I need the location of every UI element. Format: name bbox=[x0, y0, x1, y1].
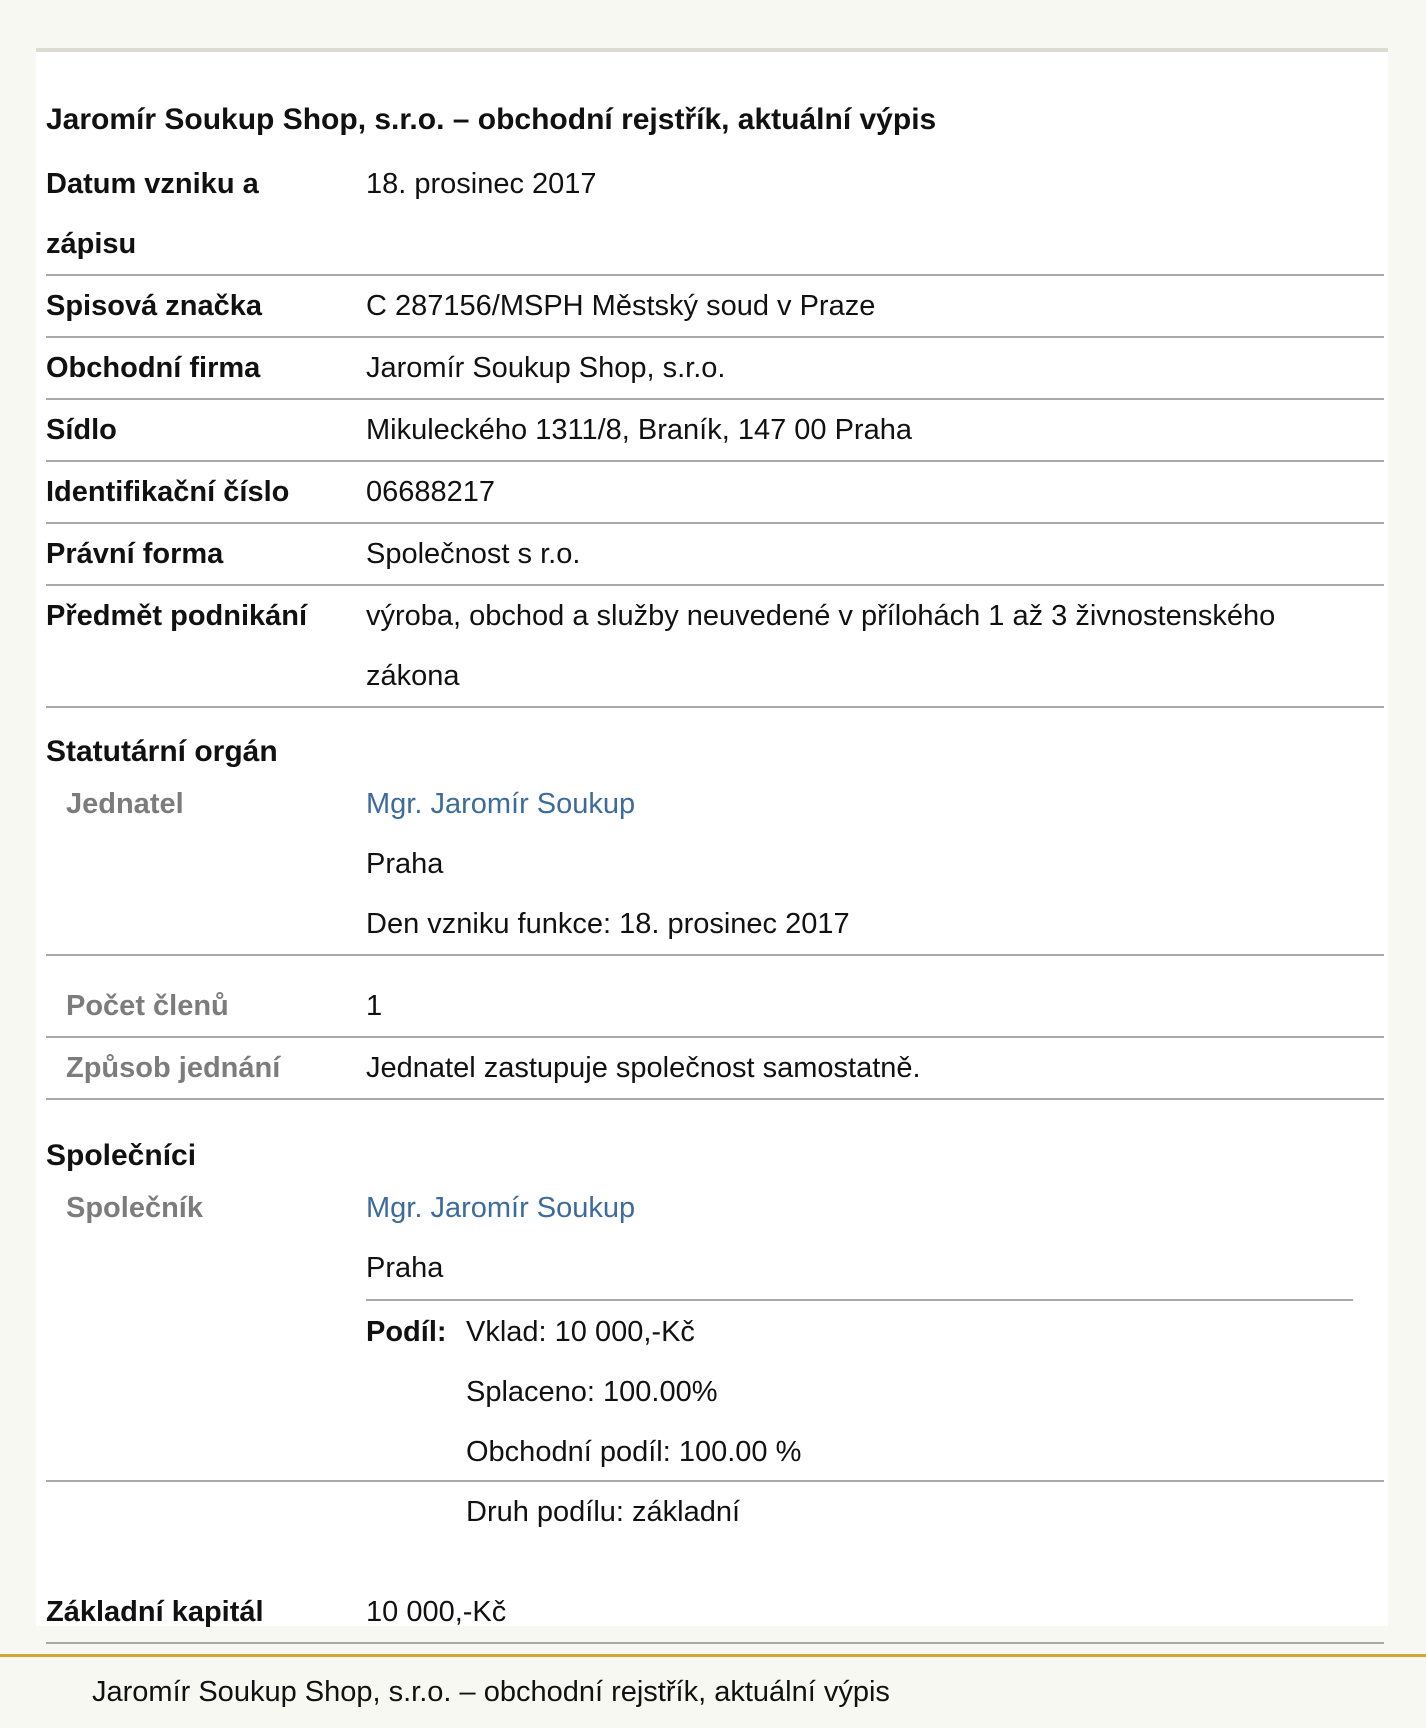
page-title: Jaromír Soukup Shop, s.r.o. – obchodní rejstřík, aktuální výpis bbox=[46, 103, 937, 136]
spolecnik-city: Praha bbox=[366, 1252, 444, 1284]
row-label-line2: zápisu bbox=[46, 228, 137, 260]
spolecnik-name-link[interactable]: Mgr. Jaromír Soukup bbox=[366, 1192, 636, 1224]
row-zpusob-jednani bbox=[46, 1038, 1384, 1100]
footer-divider bbox=[0, 1654, 1426, 1657]
row-value: C 287156/MSPH Městský soud v Praze bbox=[366, 290, 876, 322]
row-value-line1: výroba, obchod a služby neuvedené v přílohách 1 až 3 živnostenského bbox=[366, 600, 1276, 632]
row-label bbox=[46, 154, 356, 274]
podil-divider bbox=[366, 1299, 1353, 1301]
row-label: Jednatel bbox=[66, 788, 184, 820]
jednatel-name-link[interactable]: Mgr. Jaromír Soukup bbox=[366, 788, 636, 820]
jednatel-since: Den vzniku funkce: 18. prosinec 2017 bbox=[366, 908, 850, 940]
row-obchodni-firma bbox=[46, 338, 1384, 400]
row-spisova-znacka bbox=[46, 276, 1384, 338]
row-label: Sídlo bbox=[46, 414, 117, 446]
row-value: Mikuleckého 1311/8, Braník, 147 00 Praha bbox=[366, 414, 912, 446]
row-label: Společník bbox=[66, 1192, 203, 1224]
section-statutarni-organ: Statutární orgán bbox=[46, 735, 278, 768]
row-value: Jaromír Soukup Shop, s.r.o. bbox=[366, 352, 726, 384]
row-value bbox=[366, 586, 1376, 706]
registry-card bbox=[36, 48, 1388, 1626]
row-pravni-forma bbox=[46, 524, 1384, 586]
row-value: Společnost s r.o. bbox=[366, 538, 581, 570]
row-value: Jednatel zastupuje společnost samostatně. bbox=[366, 1052, 921, 1084]
podil-label: Podíl: bbox=[366, 1316, 447, 1348]
podil-splaceno: Splaceno: 100.00% bbox=[466, 1376, 718, 1408]
row-zakladni-kapital bbox=[46, 1582, 1384, 1644]
row-label: Spisová značka bbox=[46, 290, 262, 322]
row-label-line1: Datum vzniku a bbox=[46, 168, 259, 200]
row-value: 10 000,-Kč bbox=[366, 1596, 507, 1628]
row-jednatel bbox=[46, 774, 1384, 956]
row-value: 1 bbox=[366, 990, 383, 1022]
row-label: Počet členů bbox=[66, 990, 229, 1022]
row-spolecnik bbox=[46, 1178, 1384, 1528]
podil-druh: Druh podílu: základní bbox=[466, 1496, 741, 1528]
row-pocet-clenu bbox=[46, 976, 1384, 1038]
row-ico bbox=[46, 462, 1384, 524]
row-value: 06688217 bbox=[366, 476, 496, 508]
row-label: Identifikační číslo bbox=[46, 476, 290, 508]
row-label: Obchodní firma bbox=[46, 352, 261, 384]
podil-obchodni: Obchodní podíl: 100.00 % bbox=[466, 1436, 802, 1468]
row-label: Předmět podnikání bbox=[46, 600, 308, 632]
section-spolecnici: Společníci bbox=[46, 1139, 197, 1172]
podil-vklad: Vklad: 10 000,-Kč bbox=[466, 1316, 695, 1348]
row-value: 18. prosinec 2017 bbox=[366, 168, 597, 200]
row-datum-vzniku bbox=[46, 154, 1384, 276]
podil-values bbox=[466, 1302, 801, 1542]
row-value bbox=[366, 1178, 1376, 1298]
row-value bbox=[366, 774, 1376, 954]
jednatel-city: Praha bbox=[366, 848, 444, 880]
row-label: Základní kapitál bbox=[46, 1596, 264, 1628]
row-value-line2: zákona bbox=[366, 660, 460, 692]
row-label: Způsob jednání bbox=[66, 1052, 281, 1084]
footer-title: Jaromír Soukup Shop, s.r.o. – obchodní rejstřík, aktuální výpis bbox=[92, 1676, 890, 1708]
row-label: Právní forma bbox=[46, 538, 224, 570]
row-sidlo bbox=[46, 400, 1384, 462]
row-predmet-podnikani bbox=[46, 586, 1384, 708]
